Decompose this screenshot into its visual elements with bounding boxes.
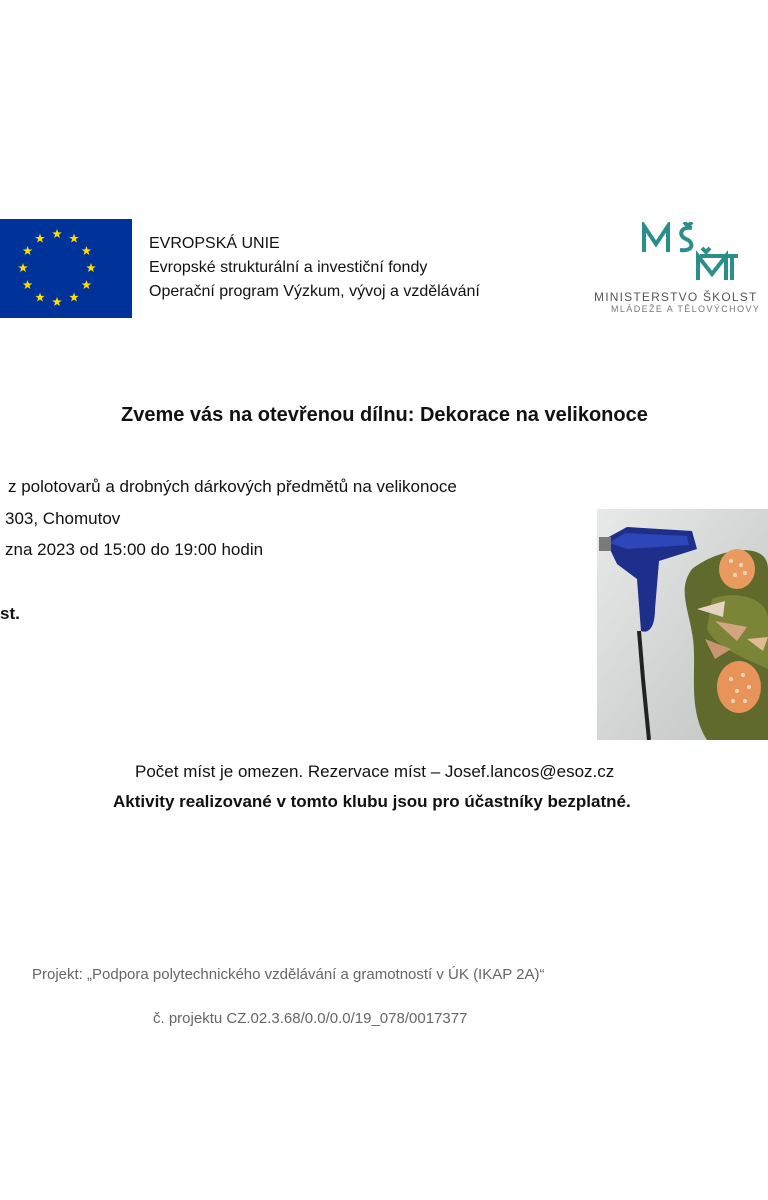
eu-star-icon: [69, 234, 79, 243]
project-number: č. projektu CZ.02.3.68/0.0/0.0/19_078/0017377: [153, 1010, 468, 1027]
eu-star-icon: [23, 280, 33, 289]
eu-star-icon: [18, 263, 28, 272]
description-line: z polotovarů a drobných dárkových předmětů na velikonoce: [8, 477, 457, 496]
eu-star-icon: [35, 292, 45, 301]
bold-fragment-line: st.: [0, 604, 20, 623]
reservation-info: Počet míst je omezen. Rezervace míst – Josef.lancos@esoz.cz: [135, 762, 615, 781]
eu-star-icon: [52, 297, 62, 306]
msmt-name-line2: MLÁDEŽE A TĚLOVÝCHOVY: [611, 304, 761, 314]
eu-star-icon: [86, 263, 96, 272]
eu-title: EVROPSKÁ UNIE: [149, 235, 280, 252]
eu-star-icon: [69, 292, 79, 301]
page-title: Zveme vás na otevřenou dílnu: Dekorace na velikonoce: [121, 404, 648, 426]
eu-star-icon: [35, 234, 45, 243]
msmt-monogram-icon: [640, 222, 740, 284]
eu-subtitle-funds: Evropské strukturální a investiční fondy: [149, 259, 428, 276]
eu-star-icon: [23, 246, 33, 255]
workshop-photo: [597, 509, 768, 740]
eu-flag-logo: [0, 219, 132, 318]
free-activities-note: Aktivity realizované v tomto klubu jsou pro účastníky bezplatné.: [113, 792, 631, 811]
msmt-logo: [640, 222, 740, 289]
project-title: Projekt: „Podpora polytechnického vzdělávání a gramotností v ÚK (IKAP 2A)“: [32, 966, 545, 983]
eu-subtitle-program: Operační program Výzkum, vývoj a vzdělávání: [149, 283, 480, 300]
eu-star-icon: [82, 246, 92, 255]
date-time-line: zna 2023 od 15:00 do 19:00 hodin: [5, 540, 264, 559]
eu-star-icon: [82, 280, 92, 289]
eu-star-icon: [52, 229, 62, 238]
location-line: 303, Chomutov: [5, 509, 121, 528]
eu-stars-icon: [0, 219, 132, 318]
msmt-name-line1: MINISTERSTVO ŠKOLST: [594, 290, 758, 304]
